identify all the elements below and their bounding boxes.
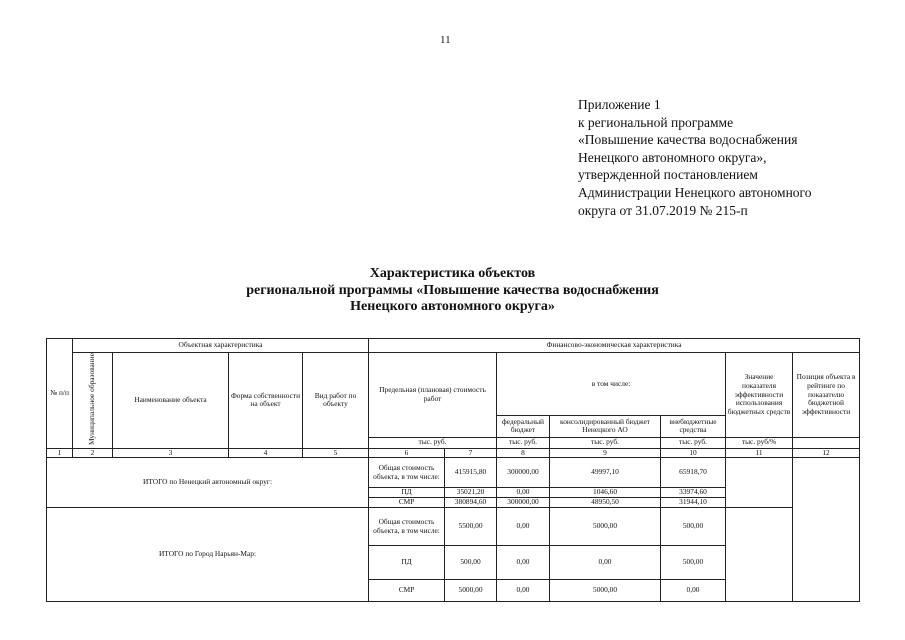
title-line: региональной программы «Повышение качества водоснабжения: [246, 282, 659, 298]
header-municipality: Муниципальное образование: [73, 353, 113, 449]
federal-cell: 0,00: [497, 546, 550, 580]
work-type-cell: ПД: [369, 546, 445, 580]
total-cost-cell: 380894,60: [445, 498, 497, 508]
federal-cell: 0,00: [497, 508, 550, 546]
group-label: ИТОГО по Ненецкий автономный округ:: [47, 458, 369, 508]
total-cost-cell: 500,00: [445, 546, 497, 580]
unit-cell: тыс. руб.: [497, 437, 550, 448]
header-financial-characteristics: Финансово-экономическая характеристика: [369, 339, 860, 353]
col-number: 12: [793, 448, 860, 458]
title-line: Характеристика объектов: [369, 266, 536, 281]
page-number: 11: [440, 34, 451, 46]
header-efficiency: Значение показателя эффективности использования бюджетных средств: [726, 353, 793, 438]
extrabudget-cell: 31944,10: [661, 498, 726, 508]
consolidated-cell: 48950,50: [550, 498, 661, 508]
appendix-line: «Повышение качества водоснабжения: [578, 132, 798, 148]
total-cost-cell: 35021,20: [445, 488, 497, 498]
col-number: 6: [369, 448, 445, 458]
rating-cell: [793, 458, 860, 602]
col-number: 9: [550, 448, 661, 458]
header-consolidated: консолидированный бюджет Ненецкого АО: [550, 415, 661, 437]
appendix-line: округа от 31.07.2019 № 215-п: [578, 202, 748, 218]
appendix-line: Ненецкого автономного округа»,: [578, 149, 767, 165]
work-type-cell: Общая стоимость объекта, в том числе:: [369, 508, 445, 546]
total-cost-cell: 5500,00: [445, 508, 497, 546]
work-type-cell: ПД: [369, 488, 445, 498]
consolidated-cell: 5000,00: [550, 580, 661, 602]
total-cost-cell: 5000,00: [445, 580, 497, 602]
header-num: № п/п: [47, 339, 73, 449]
extrabudget-cell: 0,00: [661, 580, 726, 602]
consolidated-cell: 49997,10: [550, 458, 661, 488]
extrabudget-cell: 500,00: [661, 508, 726, 546]
header-including: в том числе:: [497, 353, 726, 416]
extrabudget-cell: 65918,70: [661, 458, 726, 488]
header-federal: федеральный бюджет: [497, 415, 550, 437]
appendix-line: Приложение 1: [578, 97, 661, 112]
extrabudget-cell: 500,00: [661, 546, 726, 580]
efficiency-cell: [726, 508, 793, 602]
consolidated-cell: 1046,60: [550, 488, 661, 498]
header-object-name: Наименование объекта: [113, 353, 229, 449]
efficiency-cell: [726, 458, 793, 508]
header-ownership: Форма собственности на объект: [229, 353, 303, 449]
work-type-cell: СМР: [369, 580, 445, 602]
unit-cell: тыс. руб/%: [726, 437, 793, 448]
header-object-characteristics: Объектная характеристика: [73, 339, 369, 353]
appendix-line: Администрации Ненецкого автономного: [578, 184, 812, 200]
unit-cell: тыс. руб.: [369, 437, 497, 448]
federal-cell: 300000,00: [497, 458, 550, 488]
unit-cell: тыс. руб.: [550, 437, 661, 448]
total-cost-cell: 415915,80: [445, 458, 497, 488]
consolidated-cell: 0,00: [550, 546, 661, 580]
unit-cell: тыс. руб.: [661, 437, 726, 448]
col-number: 3: [113, 448, 229, 458]
col-number: 8: [497, 448, 550, 458]
title-line: Ненецкого автономного округа»: [350, 299, 555, 314]
appendix-line: утвержденной постановлением: [578, 167, 758, 183]
col-number: 11: [726, 448, 793, 458]
col-number: 7: [445, 448, 497, 458]
appendix-line: к региональной программе: [578, 114, 734, 130]
work-type-cell: СМР: [369, 498, 445, 508]
federal-cell: 0,00: [497, 580, 550, 602]
document-title: [0, 266, 905, 316]
objects-table: [46, 338, 860, 602]
col-number: 5: [303, 448, 369, 458]
work-type-cell: Общая стоимость объекта, в том числе:: [369, 458, 445, 488]
federal-cell: 300000,00: [497, 498, 550, 508]
consolidated-cell: 5000,00: [550, 508, 661, 546]
col-number: 1: [47, 448, 73, 458]
header-work-type: Вид работ по объекту: [303, 353, 369, 449]
col-number: 10: [661, 448, 726, 458]
header-rating: Позиция объекта в рейтинге по показателю бюджетной эффективности: [793, 353, 860, 438]
extrabudget-cell: 33974,60: [661, 488, 726, 498]
unit-cell-empty: [793, 437, 860, 448]
header-max-cost: Предельная (плановая) стоимость работ: [369, 353, 497, 438]
group-label: ИТОГО по Город Нарьян-Мар:: [47, 508, 369, 602]
col-number: 2: [73, 448, 113, 458]
col-number: 4: [229, 448, 303, 458]
federal-cell: 0,00: [497, 488, 550, 498]
header-extrabudget: внебюджетные средства: [661, 415, 726, 437]
appendix-block: [578, 96, 878, 219]
